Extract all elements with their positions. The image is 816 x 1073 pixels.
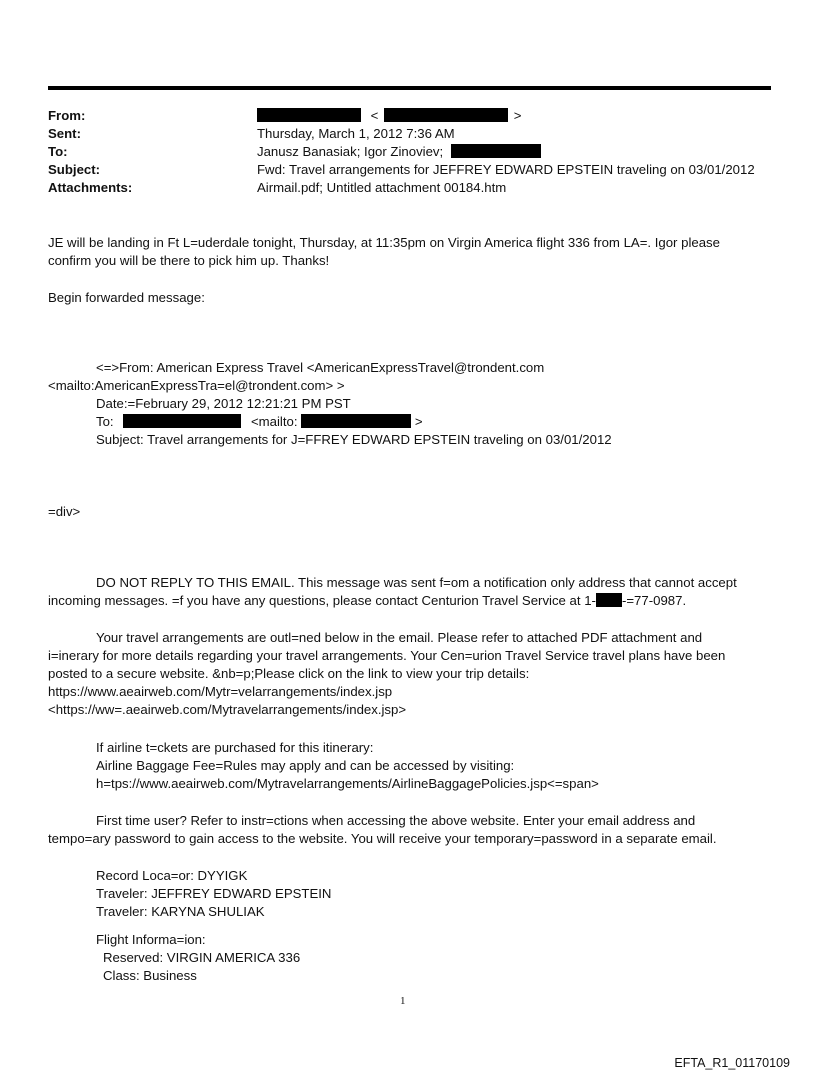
arr-line-1: Your travel arrangements are outl=ned below in the email. Please refer to attached PDF attachment and: [96, 630, 703, 645]
arr-link-1: https://www.aeairweb.com/Mytr=velarrangements/index.jsp: [48, 684, 393, 699]
reserved-line: Reserved: VIRGIN AMERICA 336: [103, 950, 301, 965]
fwd-from-line-1: <=>From: American Express Travel <AmericanExpressTravel@trondent.com: [96, 360, 545, 375]
fwd-to-line: [48, 413, 612, 431]
subject-label: Subject:: [48, 162, 101, 177]
bates-number: EFTA_R1_01170109: [674, 1056, 790, 1070]
flight-info-label: Flight Informa=ion:: [96, 932, 206, 947]
to-label: To:: [48, 144, 68, 159]
baggage-paragraph: [96, 739, 599, 793]
baggage-line-1: If airline t=ckets are purchased for this itinerary:: [96, 740, 374, 755]
fwd-date-line: Date:=February 29, 2012 12:21:21 PM PST: [96, 396, 351, 411]
intro-line-1: JE will be landing in Ft L=uderdale tonight, Thursday, at 11:35pm on Virgin America flight 336 from LA=. Igor please: [48, 235, 720, 250]
to-value: [257, 143, 541, 161]
baggage-line-3: h=tps://www.aeairweb.com/Mytravelarrangements/AirlineBaggagePolicies.jsp<=span>: [96, 776, 599, 791]
notice-line-2: [48, 592, 737, 610]
sent-value: Thursday, March 1, 2012 7:36 AM: [257, 126, 455, 141]
arrangements-paragraph: [48, 629, 725, 719]
first-time-line-1: First time user? Refer to instr=ctions when accessing the above website. Enter your email address and: [96, 813, 696, 828]
redaction-box: [596, 593, 622, 607]
flight-block: [96, 931, 300, 985]
attachments-row: [48, 179, 778, 197]
notice-paragraph: [48, 574, 737, 610]
sent-label: Sent:: [48, 126, 81, 141]
fwd-to-label: To:: [96, 414, 114, 429]
from-sep-close: >: [513, 108, 522, 123]
traveler-1: Traveler: JEFFREY EDWARD EPSTEIN: [96, 886, 332, 901]
redaction-box: [451, 144, 541, 158]
fwd-subject-line: Subject: Travel arrangements for J=FFREY EDWARD EPSTEIN traveling on 03/01/2012: [96, 432, 612, 447]
arr-link-2: <https://ww=.aeairweb.com/Mytravelarrangements/index.jsp>: [48, 702, 407, 717]
notice-line-1: DO NOT REPLY TO THIS EMAIL. This message was sent f=om a notification only address that cannot accept: [96, 575, 737, 590]
email-header: [48, 107, 778, 197]
from-sep-open: <: [370, 108, 379, 123]
attachments-value: Airmail.pdf; Untitled attachment 00184.htm: [257, 180, 507, 195]
redaction-box: [257, 108, 361, 122]
traveler-2: Traveler: KARYNA SHULIAK: [96, 904, 265, 919]
redaction-box: [301, 414, 411, 428]
baggage-line-2: Airline Baggage Fee=Rules may apply and can be accessed by visiting:: [96, 758, 515, 773]
first-time-paragraph: [48, 812, 717, 848]
class-line: Class: Business: [103, 968, 197, 983]
redaction-box: [123, 414, 241, 428]
begin-forwarded: Begin forwarded message:: [48, 290, 205, 305]
fwd-to-close: >: [414, 414, 423, 429]
sent-row: [48, 125, 778, 143]
div-tag-line: =div>: [48, 504, 81, 519]
header-rule: [48, 86, 771, 90]
subject-value: Fwd: Travel arrangements for JEFFREY EDWARD EPSTEIN traveling on 03/01/2012: [257, 162, 755, 177]
subject-row: [48, 161, 778, 179]
record-block: [96, 867, 331, 921]
redaction-box: [384, 108, 508, 122]
attachments-label: Attachments:: [48, 180, 133, 195]
from-row: [48, 107, 778, 125]
forwarded-header: [48, 359, 612, 449]
notice-line-2a: incoming messages. =f you have any questions, please contact Centurion Travel Service at 1-: [48, 593, 596, 608]
arr-line-3: posted to a secure website. &nb=p;Please click on the link to view your trip details:: [48, 666, 530, 681]
intro-paragraph: [48, 234, 720, 270]
intro-line-2: confirm you will be there to pick him up. Thanks!: [48, 253, 330, 268]
arr-line-2: i=inerary for more details regarding your travel arrangements. Your Cen=urion Travel Service travel plans have been: [48, 648, 726, 663]
to-recipients: Janusz Banasiak; Igor Zinoviev;: [257, 144, 444, 159]
first-time-line-2: tempo=ary password to gain access to the website. You will receive your temporary=password in a separate email.: [48, 831, 717, 846]
fwd-from-line-2: <mailto:AmericanExpressTra=el@trondent.com> >: [48, 378, 345, 393]
record-locator: Record Loca=or: DYYIGK: [96, 868, 248, 883]
notice-line-2b: -=77-0987.: [621, 593, 687, 608]
from-value: [257, 107, 521, 125]
from-label: From:: [48, 108, 86, 123]
page-number: 1: [400, 995, 406, 1007]
fwd-to-mailto: <mailto:: [250, 414, 298, 429]
to-row: [48, 143, 778, 161]
